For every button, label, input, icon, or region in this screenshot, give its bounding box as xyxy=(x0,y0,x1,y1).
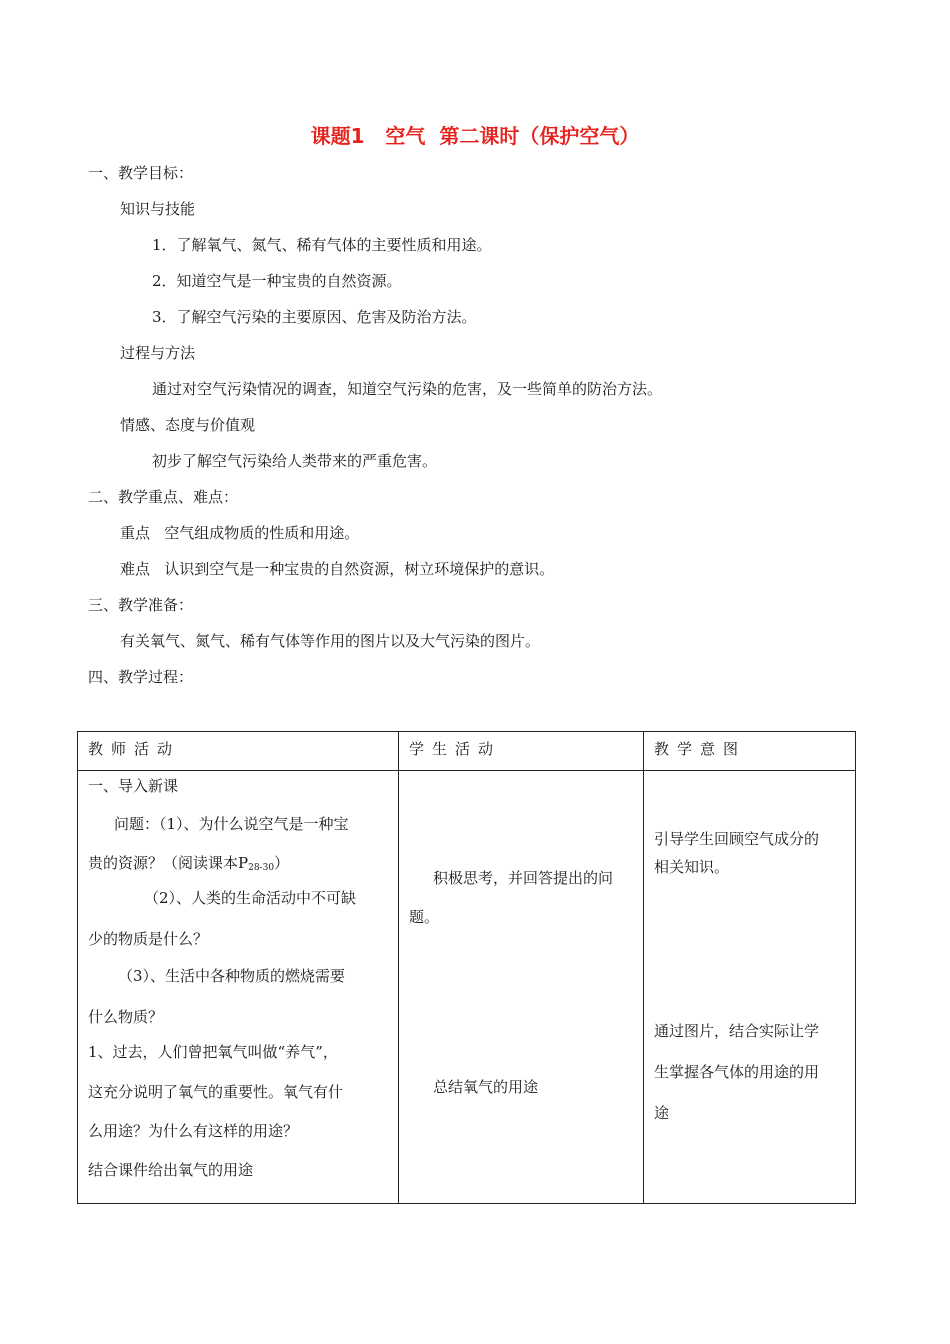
knowledge-item: 1．了解氧气、氮气、稀有气体的主要性质和用途。 xyxy=(152,236,492,254)
teaching-intent-cell xyxy=(644,771,856,1204)
teacher-line: 一、导入新课 xyxy=(88,777,179,795)
teacher-line: 么用途？为什么有这样的用途？ xyxy=(88,1122,299,1140)
teacher-line: 结合课件给出氧气的用途 xyxy=(88,1161,254,1179)
teacher-line: （2）、人类的生命活动中不可缺 xyxy=(144,889,357,907)
knowledge-item: 3．了解空气污染的主要原因、危害及防治方法。 xyxy=(152,308,477,326)
intent-line: 途 xyxy=(654,1104,670,1122)
subheading-emotion: 情感、态度与价值观 xyxy=(120,416,256,434)
teacher-line: 什么物质？ xyxy=(88,1008,164,1026)
table-row xyxy=(78,771,856,1204)
header-cell-student: 学生活动 xyxy=(399,732,644,771)
section-heading-prep: 三、教学准备： xyxy=(88,596,194,614)
teacher-line: （3）、生活中各种物质的燃烧需要 xyxy=(118,967,346,985)
student-activity-cell xyxy=(399,771,644,1204)
teacher-line: 贵的资源？（阅读课本$P_{28-30}$） xyxy=(88,854,290,873)
emotion-text: 初步了解空气污染给人类带来的严重危害。 xyxy=(152,452,438,470)
page-range-subscript: 28-30 xyxy=(248,863,275,873)
page-title: 课题1 空气 第二课时（保护空气） xyxy=(310,124,640,148)
header-cell-teacher: 教师活动 xyxy=(78,732,399,771)
difficult-point: 难点 认识到空气是一种宝贵的自然资源，树立环境保护的意识。 xyxy=(120,560,555,578)
section-heading-goals: 一、教学目标： xyxy=(88,164,194,182)
student-line: 积极思考，并回答提出的问 xyxy=(433,869,614,887)
process-text: 通过对空气污染情况的调查，知道空气污染的危害，及一些简单的防治方法。 xyxy=(152,380,663,398)
header-cell-intent: 教学意图 xyxy=(644,732,856,771)
subheading-process: 过程与方法 xyxy=(120,344,196,362)
intent-line: 相关知识。 xyxy=(654,858,730,876)
student-line: 总结氧气的用途 xyxy=(433,1078,539,1096)
teacher-line: 1、过去，人们曾把氧气叫做“养气”， xyxy=(88,1043,338,1061)
section-heading-key: 二、教学重点、难点： xyxy=(88,488,239,506)
table-header-row xyxy=(78,732,856,771)
prep-text: 有关氧气、氮气、稀有气体等作用的图片以及大气污染的图片。 xyxy=(120,632,541,650)
intent-line: 通过图片，结合实际让学 xyxy=(654,1022,820,1040)
teacher-line: 这充分说明了氧气的重要性。氧气有什 xyxy=(88,1083,344,1101)
teacher-activity-cell xyxy=(78,771,399,1204)
teacher-line: 问题：（1）、为什么说空气是一种宝 xyxy=(114,815,349,833)
teacher-line: 少的物质是什么？ xyxy=(88,930,209,948)
knowledge-item: 2．知道空气是一种宝贵的自然资源。 xyxy=(152,272,402,290)
key-point: 重点 空气组成物质的性质和用途。 xyxy=(120,524,360,542)
intent-line: 生掌握各气体的用途的用 xyxy=(654,1063,820,1081)
subheading-knowledge: 知识与技能 xyxy=(120,200,196,218)
section-heading-procedure: 四、教学过程： xyxy=(88,668,194,686)
intent-line: 引导学生回顾空气成分的 xyxy=(654,830,820,848)
teaching-process-table xyxy=(77,731,856,1204)
student-line: 题。 xyxy=(409,908,440,926)
